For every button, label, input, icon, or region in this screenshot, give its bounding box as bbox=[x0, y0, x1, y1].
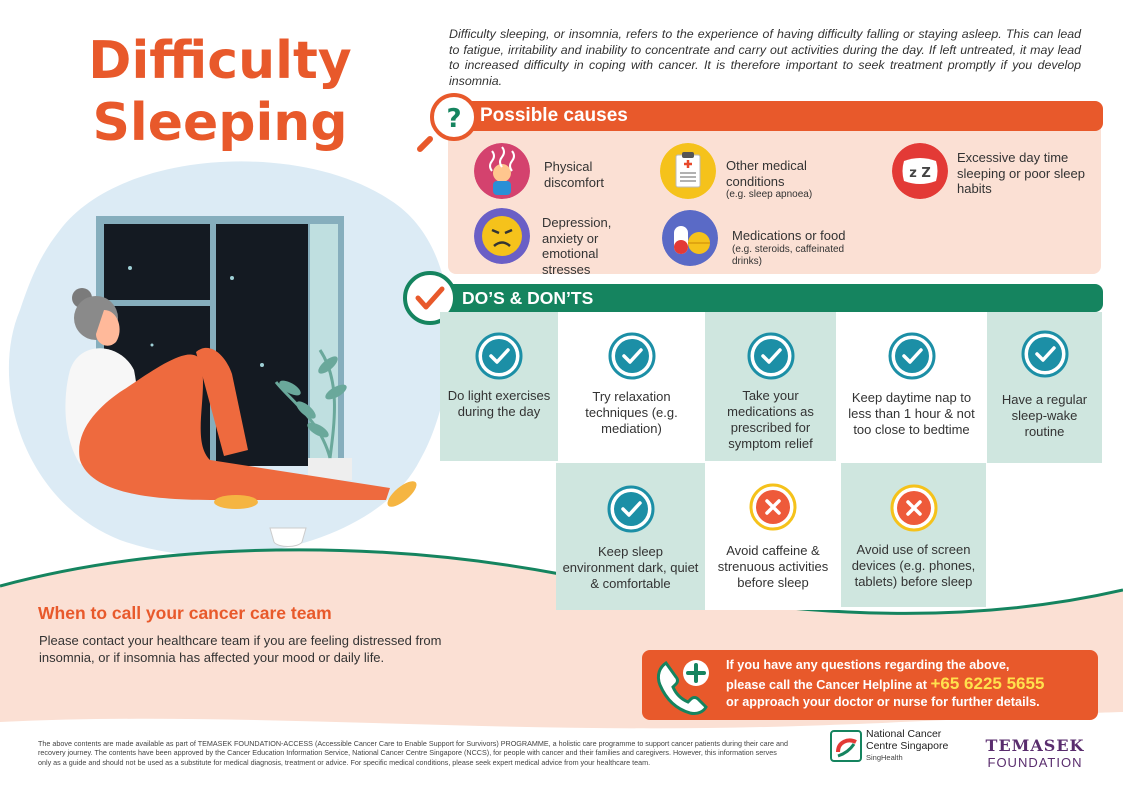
cause-medical-conditions bbox=[660, 143, 870, 203]
woman-by-window-illustration bbox=[0, 160, 470, 600]
do-tile bbox=[558, 312, 705, 461]
cause-medications-food bbox=[662, 210, 872, 270]
temasek-line-1: TEMASEK bbox=[985, 736, 1085, 755]
check-circle-icon bbox=[888, 332, 936, 380]
pillow-zzz-icon bbox=[892, 143, 948, 199]
cause-sub: (e.g. steroids, caffeinated drinks) bbox=[732, 243, 845, 267]
check-circle-icon bbox=[607, 485, 655, 533]
cause-physical-discomfort bbox=[474, 143, 644, 203]
nccs-logo bbox=[830, 728, 950, 768]
do-tile-text: Have a regular sleep-wake routine bbox=[1001, 392, 1088, 439]
do-tile bbox=[987, 312, 1102, 463]
check-circle-icon bbox=[1021, 330, 1069, 378]
svg-text:z Z: z Z bbox=[909, 166, 931, 181]
x-circle-icon bbox=[890, 484, 938, 532]
page-title bbox=[60, 30, 380, 154]
x-circle-icon bbox=[749, 483, 797, 531]
helpline-text bbox=[726, 657, 1092, 712]
temasek-foundation-logo bbox=[960, 737, 1110, 771]
cause-label: Excessive day time sleeping or poor sleep habits bbox=[957, 150, 1085, 196]
do-tile-text: Keep daytime nap to less than 1 hour & not too close to bedtime bbox=[848, 390, 975, 437]
cause-label: Medications or food bbox=[732, 228, 846, 243]
hot-person-icon bbox=[474, 143, 530, 199]
cause-daytime-sleeping bbox=[892, 143, 1092, 203]
dos-title: DO’S & DON’TS bbox=[462, 288, 594, 308]
nccs-name-2: Centre Singapore bbox=[866, 740, 949, 752]
when-to-call-text: Please contact your healthcare team if you are feeling distressed from insomnia, or if insomnia has affected your mood or daily life. bbox=[39, 633, 442, 665]
do-tile bbox=[556, 463, 705, 610]
magnifier-question-icon bbox=[416, 93, 480, 153]
dont-tile-text: Avoid caffeine & strenuous activities before sleep bbox=[717, 543, 829, 590]
title-line-1: Difficulty bbox=[88, 31, 352, 91]
disclaimer: The above contents are made available as part of TEMASEK FOUNDATION-ACCESS (Accessible Cancer Care to Enable Support for Survivors) PROGRAMME, a holistic care programme to support cancer patients during their care and recovery journey. The contents have been approved by the Cancer Education Information Service, National Cancer Centre Singapore (NCCS), for people with cancer and their families and caregivers. However, this information serves only as a guide and should not be used as a substitute for medical diagnosis, treatment or advice. For specific medical conditions, please seek expert medical advice from your healthcare team. bbox=[38, 739, 788, 767]
stressed-face-icon bbox=[474, 208, 530, 264]
do-tile-text: Try relaxation techniques (e.g. mediation) bbox=[585, 389, 678, 436]
phone-plus-icon bbox=[652, 655, 714, 717]
singhealth-label: SingHealth bbox=[866, 753, 903, 762]
cause-sub: (e.g. sleep apnoea) bbox=[726, 189, 813, 200]
clipboard-icon bbox=[660, 143, 716, 199]
pill-icon bbox=[662, 210, 718, 266]
check-circle-icon bbox=[475, 332, 523, 380]
cause-label: Physical discomfort bbox=[544, 159, 604, 190]
do-tile-text: Take your medications as prescribed for symptom relief bbox=[727, 388, 814, 451]
dont-tile bbox=[841, 463, 986, 607]
svg-text:?: ? bbox=[446, 104, 462, 134]
nccs-emblem-icon bbox=[830, 730, 862, 762]
helpline-number[interactable]: +65 6225 5655 bbox=[930, 673, 1045, 693]
do-tile bbox=[836, 312, 987, 461]
title-line-2: Sleeping bbox=[92, 93, 348, 153]
temasek-line-2: FOUNDATION bbox=[987, 755, 1083, 770]
intro-paragraph: Difficulty sleeping, or insomnia, refers to the experience of having difficulty falling or staying asleep. This can lead to fatigue, irritability and inability to concentrate and carry out activities during the day. If left untreated, it may lead to increased difficulty in coping with cancer. It is therefore important to seek treatment promptly if you develop insomnia. bbox=[449, 27, 1081, 88]
do-tile bbox=[440, 312, 558, 461]
dont-tile-text: Avoid use of screen devices (e.g. phones, tablets) before sleep bbox=[851, 542, 976, 589]
helpline-line-3: or approach your doctor or nurse for further details. bbox=[726, 695, 1040, 709]
do-tile-text: Do light exercises during the day bbox=[447, 388, 551, 419]
check-circle-icon bbox=[747, 332, 795, 380]
helpline-line-1: If you have any questions regarding the above, bbox=[726, 658, 1010, 672]
cause-label: Depression, anxiety or emotional stresses bbox=[542, 215, 612, 277]
check-circle-icon bbox=[608, 332, 656, 380]
when-to-call-title: When to call your cancer care team bbox=[38, 603, 332, 623]
helpline-line-2-text: please call the Cancer Helpline at bbox=[726, 677, 931, 692]
do-tile-text: Keep sleep environment dark, quiet & comfortable bbox=[562, 544, 699, 591]
nccs-name-1: National Cancer bbox=[866, 728, 942, 740]
cause-label: Other medical conditions bbox=[726, 158, 807, 189]
causes-title: Possible causes bbox=[480, 105, 628, 126]
helpline-line-2 bbox=[726, 675, 1092, 695]
dont-tile bbox=[705, 463, 841, 610]
do-tile bbox=[705, 312, 836, 461]
cause-depression bbox=[474, 208, 644, 277]
